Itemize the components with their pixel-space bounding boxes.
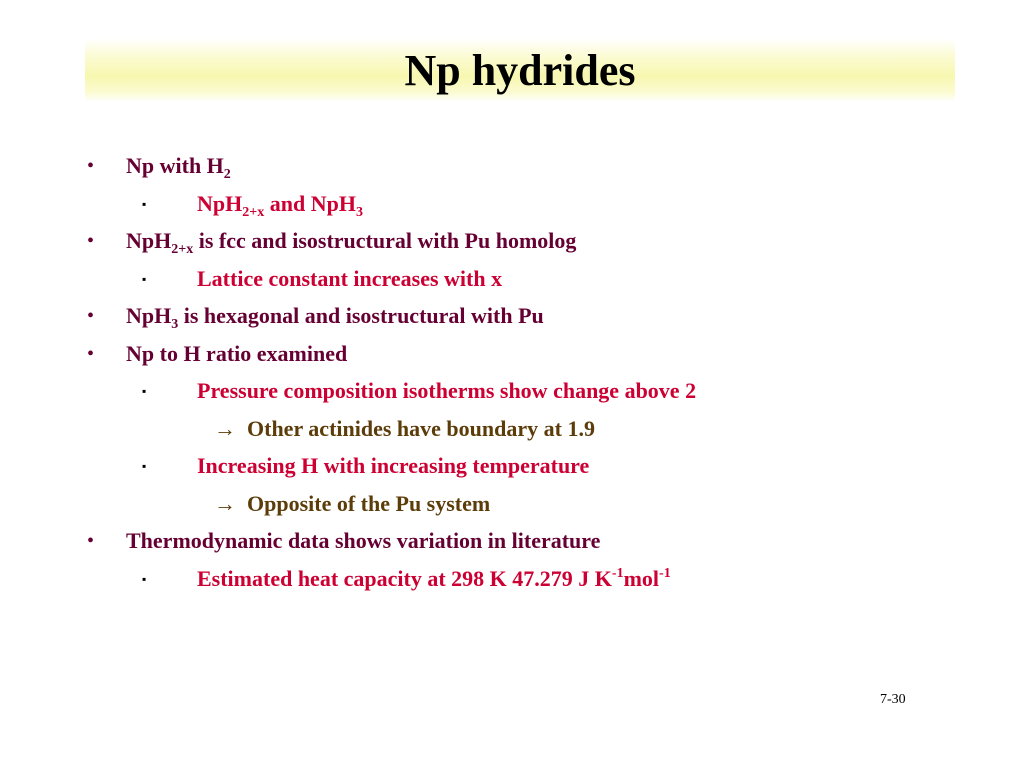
subbullet-text: Increasing H with increasing temperature	[197, 453, 590, 478]
bullet-text: Np to H ratio examined	[126, 341, 348, 366]
bullet-dot-icon: •	[87, 230, 95, 252]
page-number: 7-30	[880, 692, 906, 707]
bullet-text: NpH$_3$ is hexagonal and isostructural with Pu	[126, 303, 544, 332]
subbullet-text: Pressure composition isotherms show change above 2	[197, 378, 697, 403]
bullet-square-icon: ▪	[142, 272, 147, 286]
bullet-dot-icon: •	[87, 305, 95, 327]
slide-title: Np hydrides	[404, 46, 636, 95]
bullet-text: Np with $H_2$	[126, 153, 231, 182]
bullet-square-icon: ▪	[142, 384, 147, 398]
subsubbullet-text: Other actinides have boundary at 1.9	[247, 416, 595, 441]
bullet-dot-icon: •	[87, 343, 95, 365]
bullet-dot-icon: •	[87, 530, 95, 552]
subbullet-text: Estimated heat capacity at 298 K 47.279 J $K^{-1}mol^{-1}$	[197, 566, 671, 591]
subbullet-text: Lattice constant increases with x	[197, 266, 503, 291]
arrow-right-icon: →	[214, 491, 236, 516]
subbullet-text: NpH$_{2+x}$ and NpH$_3$	[197, 191, 363, 220]
arrow-right-icon: →	[214, 416, 236, 441]
bullet-square-icon: ▪	[142, 459, 147, 473]
bullet-square-icon: ▪	[142, 197, 147, 211]
bullet-dot-icon: •	[87, 155, 95, 177]
bullet-text: Thermodynamic data shows variation in literature	[126, 528, 601, 553]
subsubbullet-text: Opposite of the Pu system	[247, 491, 491, 516]
bullet-square-icon: ▪	[142, 572, 147, 586]
bullet-text: NpH$_{2+x}$ is fcc and isostructural with Pu homolog	[126, 228, 577, 257]
